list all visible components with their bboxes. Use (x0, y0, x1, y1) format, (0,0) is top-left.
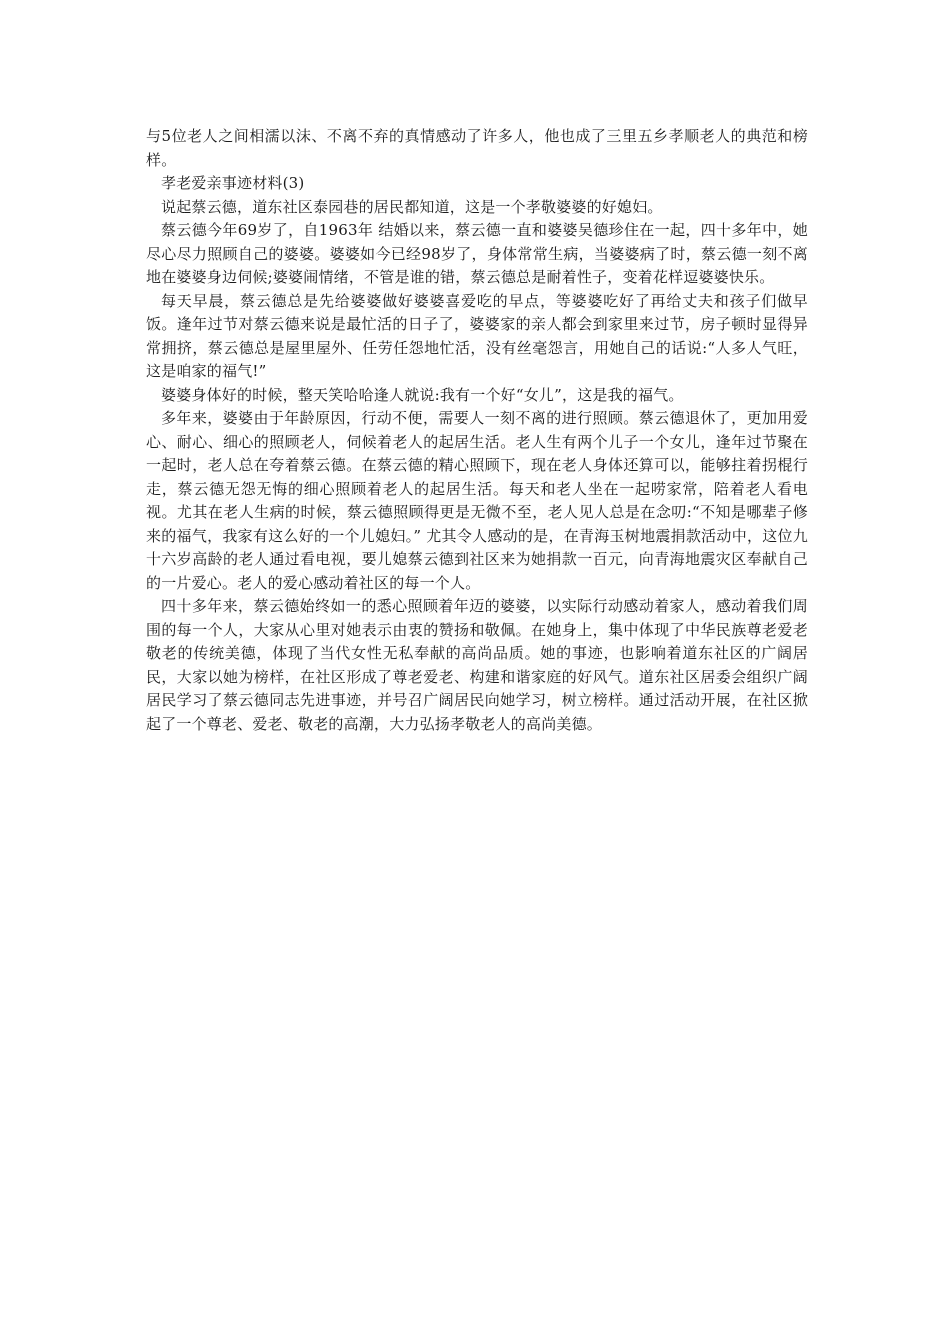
document-body (146, 125, 808, 736)
section-heading: 孝老爱亲事迹材料(3) (161, 174, 305, 192)
paragraph: 婆婆身体好的时候，整天笑哈哈逢人就说:我有一个好“女儿”，这是我的福气。 (161, 385, 684, 404)
paragraph: 四十多年来，蔡云德始终如一的悉心照顾着年迈的婆婆，以实际行动感动着家人，感动着我们周围的每一个人，大家从心里对她表示由衷的赞扬和敬佩。在她身上，集中体现了中华民族尊老爱老敬老的传统美德，体现了当代女性无私奉献的高尚品质。她的事迹，也影响着道东社区的广阔居民，大家以她为榜样，在社区形成了尊老爱老、构建和谐家庭的好风气。道东社区居委会组织广阔居民学习了蔡云德同志先进事迹，并号召广阔居民向她学习，树立榜样。通过活动开展，在社区掀起了一个尊老、爱老、敬老的高潮，大力弘扬孝敬老人的高尚美德。 (146, 597, 808, 733)
paragraph: 蔡云德今年69岁了，自1963年 结婚以来，蔡云德一直和婆婆吴德珍住在一起，四十多年中，她尽心尽力照顾自己的婆婆。婆婆如今已经98岁了，身体常常生病，当婆婆病了时，蔡云德一刻不离地在婆婆身边伺候;婆婆闹情绪，不管是谁的错，蔡云德总是耐着性子，变着花样逗婆婆快乐。 (146, 221, 808, 286)
paragraph-continued: 与5位老人之间相濡以沫、不离不弃的真情感动了许多人，他也成了三里五乡孝顺老人的典范和榜样。 (146, 127, 808, 169)
paragraph: 说起蔡云德，道东社区泰园巷的居民都知道，这是一个孝敬婆婆的好媳妇。 (161, 197, 663, 216)
paragraph: 每天早晨，蔡云德总是先给婆婆做好婆婆喜爱吃的早点，等婆婆吃好了再给丈夫和孩子们做早饭。逢年过节对蔡云德来说是最忙活的日子了，婆婆家的亲人都会到家里来过节，房子顿时显得异常拥挤，蔡云德总是屋里屋外、任劳任怨地忙活，没有丝毫怨言，用她自己的话说:“人多人气旺，这是咱家的福气!” (146, 291, 808, 380)
paragraph: 多年来，婆婆由于年龄原因，行动不便，需要人一刻不离的进行照顾。蔡云德退休了，更加用爱心、耐心、细心的照顾老人，伺候着老人的起居生活。老人生有两个儿子一个女儿，逢年过节聚在一起时，老人总在夸着蔡云德。在蔡云德的精心照顾下，现在老人身体还算可以，能够拄着拐棍行走，蔡云德无怨无悔的细心照顾着老人的起居生活。每天和老人坐在一起唠家常，陪着老人看电视。尤其在老人生病的时候，蔡云德照顾得更是无微不至，老人见人总是在念叨:“不知是哪辈子修来的福气，我家有这么好的一个儿媳妇。” 尤其令人感动的是，在青海玉树地震捐款活动中，这位九十六岁高龄的老人通过看电视，要儿媳蔡云德到社区来为她捐款一百元，向青海地震灾区奉献自己的一片爱心。老人的爱心感动着社区的每一个人。 (146, 409, 808, 592)
